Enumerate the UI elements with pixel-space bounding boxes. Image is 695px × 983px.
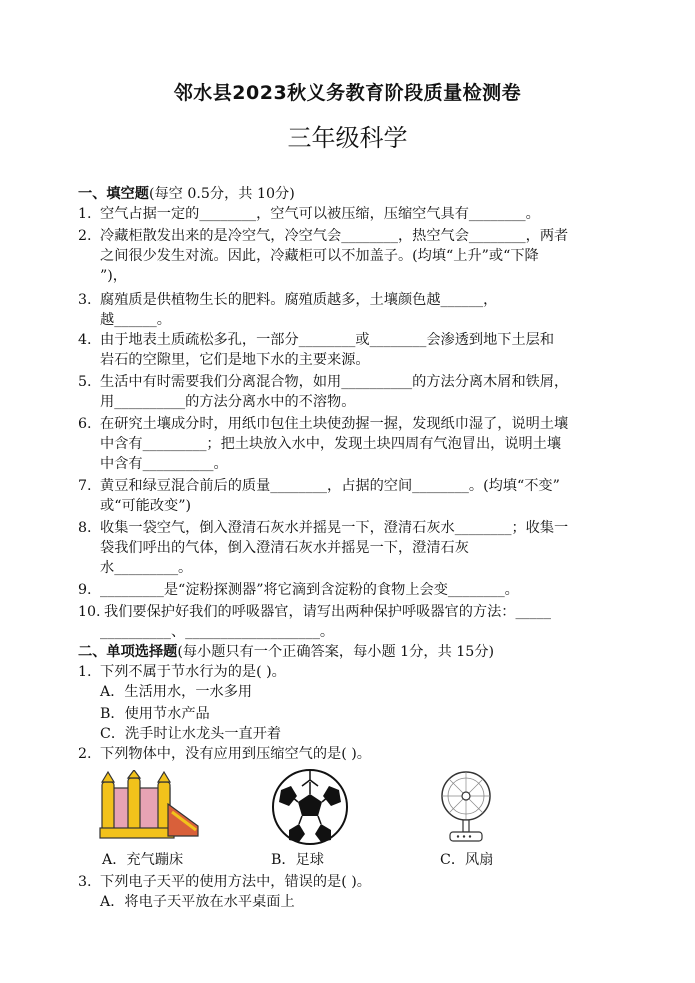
question-number: 6.	[78, 416, 92, 432]
question-text: 在研究土壤成分时，用纸巾包住土块使劲握一握，发现纸巾湿了，说明土壤	[100, 416, 569, 432]
exam-subtitle: 三年级科学	[287, 124, 408, 152]
question-text: 我们要保护好我们的呼吸器官，请写出两种保护呼吸器官的方法：_____	[104, 604, 551, 620]
option-a: A．充气蹦床	[102, 852, 184, 868]
question-text: 用__________的方法分离水中的不溶物。	[100, 394, 356, 410]
question-text: 袋我们呼出的气体，倒入澄清石灰水并摇晃一下，澄清石灰	[100, 540, 469, 556]
question-text: ”)，	[100, 268, 127, 284]
question-number: 3.	[78, 874, 92, 890]
option-c: C．洗手时让水龙头一直开着	[100, 726, 282, 742]
question-number: 4.	[78, 332, 92, 348]
section-2-heading	[78, 642, 494, 662]
question-text: 下列不属于节水行为的是( )。	[100, 664, 286, 680]
question-text: 水_________。	[100, 560, 193, 576]
exam-title: 邻水县2023秋义务教育阶段质量检测卷	[173, 82, 522, 104]
question-number: 8.	[78, 520, 92, 536]
option-a: A．将电子天平放在水平桌面上	[100, 894, 295, 910]
question-text: 之间很少发生对流。因此，冷藏柜可以不加盖子。(均填“上升”或“下降	[100, 248, 539, 264]
question-number: 9.	[78, 582, 92, 598]
option-a: A．生活用水，一水多用	[100, 684, 253, 700]
bouncy-castle-image	[98, 770, 202, 842]
section-1-note: (每空 0.5分，共 10分)	[148, 186, 295, 202]
question-number: 1.	[78, 664, 92, 680]
section-2-label: 二、单项选择题	[78, 644, 178, 660]
question-text: 收集一袋空气，倒入澄清石灰水并摇晃一下，澄清石灰水________；收集一	[100, 520, 569, 536]
option-b: B．足球	[271, 852, 324, 868]
question-number: 10.	[78, 604, 101, 620]
section-2-note: (每小题只有一个正确答案，每小题 1分，共 15分)	[177, 644, 495, 660]
soccer-ball-image	[271, 768, 349, 846]
question-text: _________是“淀粉探测器”将它滴到含淀粉的食物上会变________。	[100, 582, 519, 598]
question-number: 3.	[78, 292, 92, 308]
question-text: 生活中有时需要我们分离混合物，如用__________的方法分离木屑和铁屑，	[100, 374, 569, 390]
electric-fan-image	[436, 770, 496, 844]
question-text: 或“可能改变”)	[100, 498, 191, 514]
question-text: __________、___________________。	[100, 624, 335, 640]
question-number: 2.	[78, 746, 92, 762]
question-text: 下列物体中，没有应用到压缩空气的是( )。	[100, 746, 371, 762]
question-text: 冷藏柜散发出来的是冷空气，冷空气会________，热空气会________，两者	[100, 228, 569, 244]
question-text: 黄豆和绿豆混合前后的质量________，占据的空间________。(均填“不变”	[100, 478, 560, 494]
question-number: 7.	[78, 478, 92, 494]
option-b: B．使用节水产品	[100, 706, 210, 722]
option-c: C．风扇	[440, 852, 494, 868]
question-number: 1.	[78, 206, 92, 222]
question-text: 下列电子天平的使用方法中，错误的是( )。	[100, 874, 371, 890]
section-1-label: 一、填空题	[78, 186, 149, 202]
question-number: 2.	[78, 228, 92, 244]
question-text: 腐殖质是供植物生长的肥料。腐殖质越多，土壤颜色越______，	[100, 292, 498, 308]
section-1-heading	[78, 184, 295, 204]
question-text: 岩石的空隙里，它们是地下水的主要来源。	[100, 352, 370, 368]
question-text: 中含有_________；把土块放入水中，发现土块四周有气泡冒出，说明土壤	[100, 436, 562, 452]
question-text: 越______。	[100, 312, 171, 328]
question-number: 5.	[78, 374, 92, 390]
question-text: 中含有__________。	[100, 456, 228, 472]
question-text: 空气占据一定的________，空气可以被压缩，压缩空气具有________。	[100, 206, 540, 222]
question-text: 由于地表土质疏松多孔，一部分________或________会渗透到地下土层和	[100, 332, 555, 348]
